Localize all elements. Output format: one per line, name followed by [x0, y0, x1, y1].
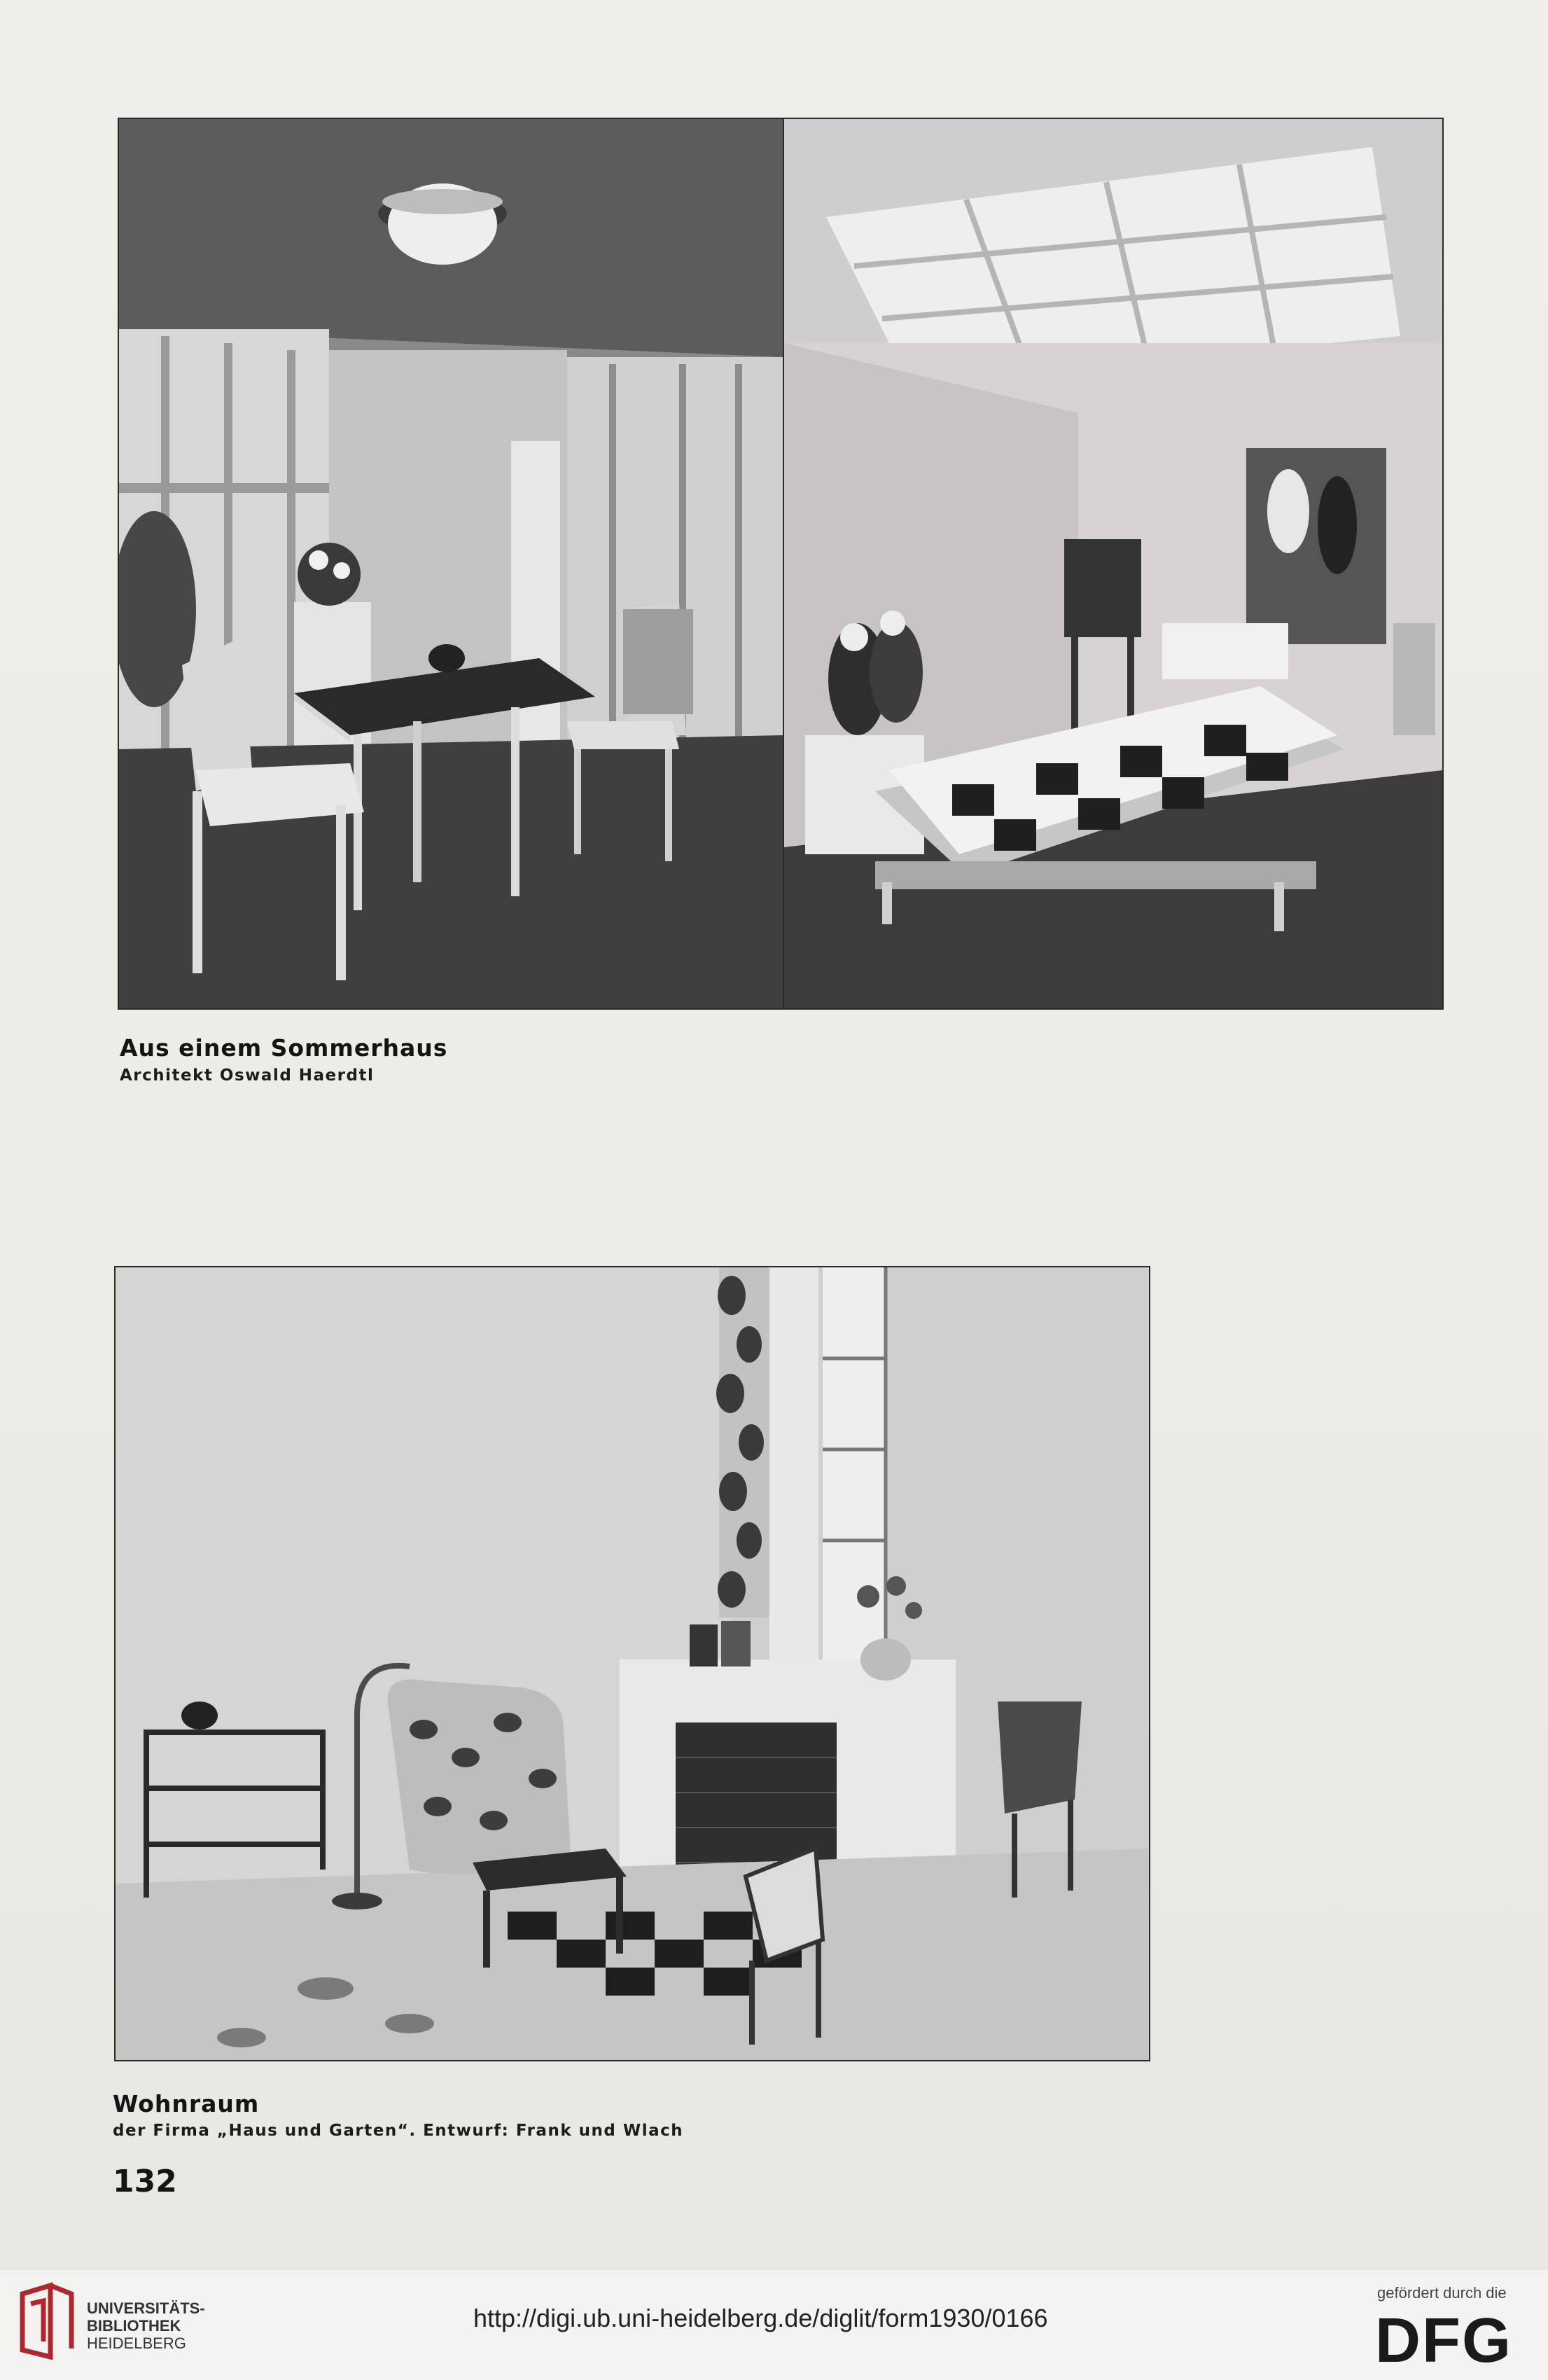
caption-top-title: Aus einem Sommerhaus — [120, 1034, 448, 1062]
funding-caption: gefördert durch die — [1377, 2284, 1507, 2302]
library-name-line2: BIBLIOTHEK — [87, 2317, 181, 2334]
photo-bedroom — [783, 118, 1444, 1010]
page-number: 132 — [113, 2164, 177, 2199]
caption-bottom-title: Wohnraum — [113, 2090, 260, 2117]
library-name-line3: HEIDELBERG — [87, 2334, 186, 2352]
library-name-line1: UNIVERSITÄTS- — [87, 2299, 205, 2317]
photo-dining-room — [118, 118, 784, 1010]
photo-living-room — [114, 1266, 1150, 2061]
dfg-logo[interactable]: DFG — [1375, 2306, 1512, 2376]
permalink-url[interactable]: http://digi.ub.uni-heidelberg.de/diglit/form1930/0166 — [473, 2304, 1048, 2332]
caption-bottom-subtitle: der Firma „Haus und Garten“. Entwurf: Frank und Wlach — [113, 2122, 684, 2140]
university-library-logo-icon[interactable] — [15, 2280, 80, 2362]
caption-top-subtitle: Architekt Oswald Haerdtl — [120, 1066, 375, 1085]
